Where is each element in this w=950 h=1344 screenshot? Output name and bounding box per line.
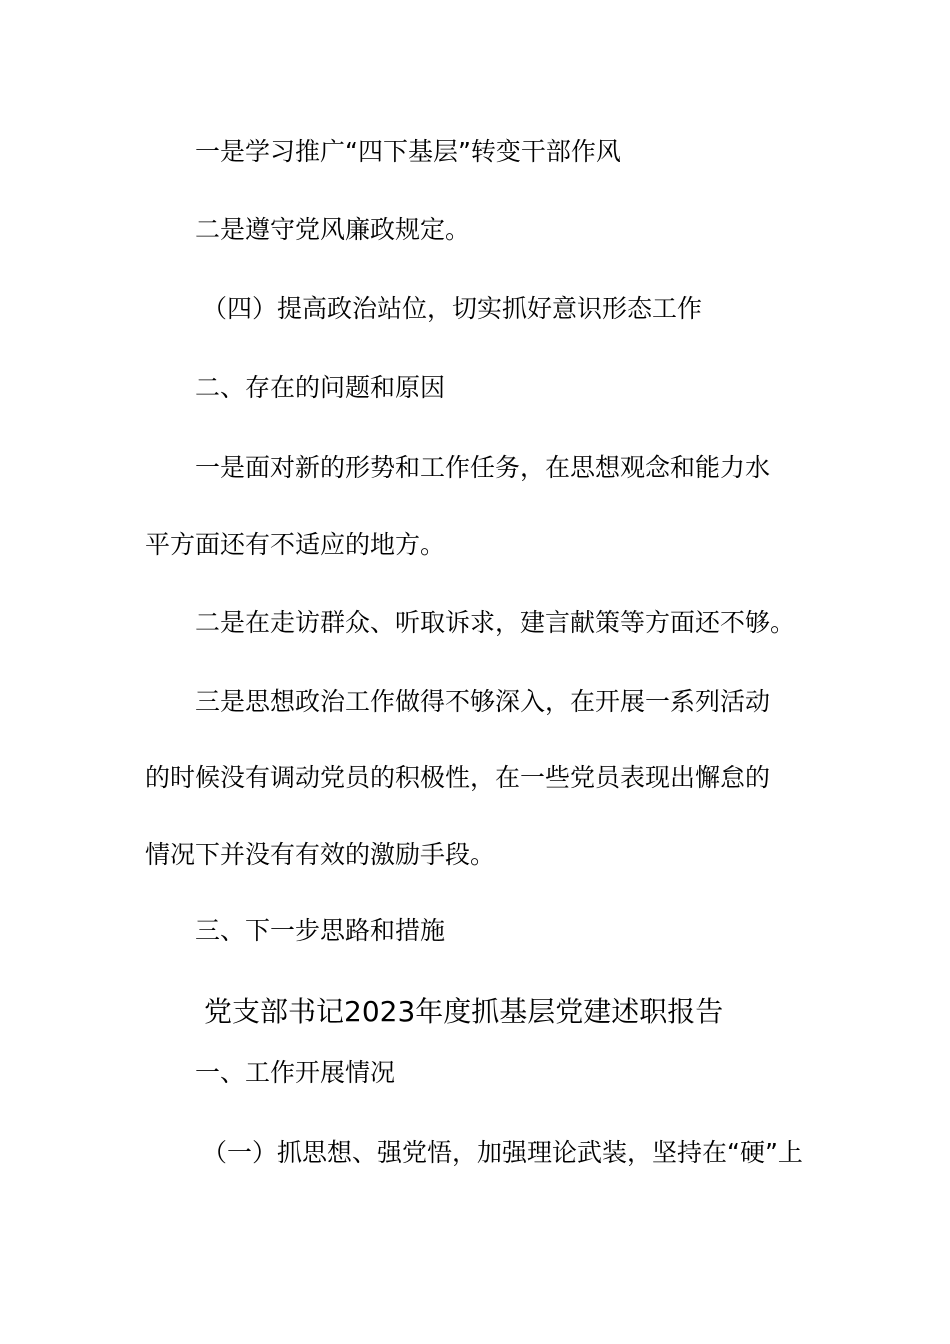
paragraph-line: 的时候没有调动党员的积极性，在一些党员表现出懈怠的 [145, 763, 771, 792]
paragraph-line: 二是遵守党风廉政规定。 [195, 215, 471, 244]
paragraph-line: 三是思想政治工作做得不够深入，在开展一系列活动 [195, 687, 771, 716]
section-heading: 一、工作开展情况 [195, 1058, 396, 1087]
document-title: 党支部书记2023年度抓基层党建述职报告 [204, 995, 724, 1028]
paragraph-line: 一是学习推广“四下基层”转变干部作风 [195, 137, 621, 166]
paragraph-line: 二是在走访群众、听取诉求，建言献策等方面还不够。 [195, 608, 796, 637]
paragraph-line: 平方面还有不适应的地方。 [145, 530, 446, 559]
paragraph-line: 情况下并没有有效的激励手段。 [145, 840, 496, 869]
section-heading: 三、下一步思路和措施 [195, 916, 446, 945]
subsection-heading: （四）提高政治站位，切实抓好意识形态工作 [202, 294, 703, 323]
section-heading: 二、存在的问题和原因 [195, 373, 446, 402]
paragraph-line: 一是面对新的形势和工作任务，在思想观念和能力水 [195, 453, 771, 482]
subsection-heading: （一）抓思想、强党悟，加强理论武装，坚持在“硬”上 [202, 1138, 803, 1167]
